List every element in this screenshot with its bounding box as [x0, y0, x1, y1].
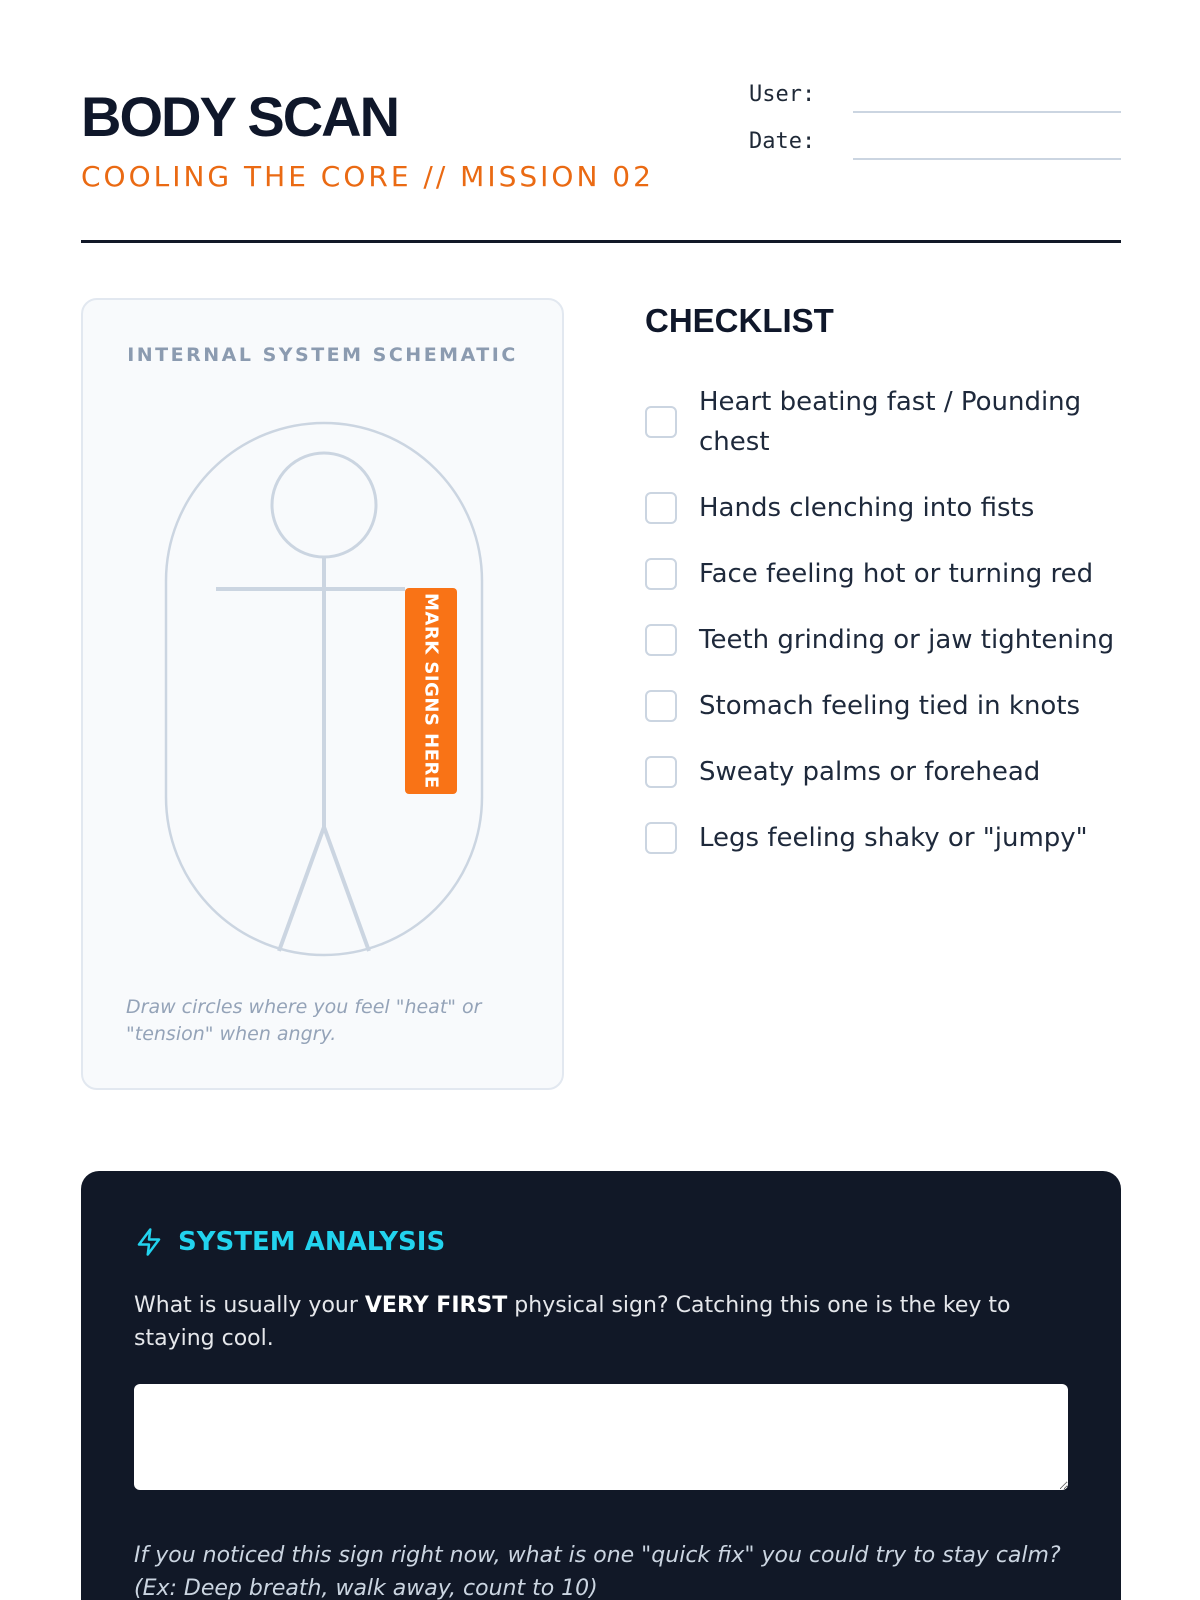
- checkbox[interactable]: [645, 822, 677, 854]
- analysis-heading: [134, 1227, 445, 1257]
- figure-left-leg: [279, 827, 324, 951]
- schematic-instructions: Draw circles where you feel "heat" or "tension" when angry.: [126, 996, 482, 1045]
- checklist-item-face: [645, 554, 1115, 594]
- question-text-end: physical sign? Catching this one is the key to staying cool.: [134, 1293, 1011, 1351]
- figure-right-leg: [324, 827, 369, 951]
- checklist-item-legs: [645, 818, 1115, 858]
- checkbox[interactable]: [645, 492, 677, 524]
- checklist-item-heart: [645, 382, 1115, 462]
- checklist-item-label: Heart beating fast / Pounding chest: [699, 387, 1082, 457]
- checklist-item-hands: [645, 488, 1115, 528]
- checklist-item-label: Sweaty palms or forehead: [699, 757, 1041, 787]
- question-emphasis: VERY FIRST: [364, 1293, 508, 1318]
- question-text-start: What is usually your: [134, 1293, 365, 1318]
- schematic-label: INTERNAL SYSTEM SCHEMATIC: [127, 344, 518, 366]
- lightning-bolt-icon: [134, 1227, 164, 1257]
- system-analysis-panel: [81, 1171, 1121, 1600]
- checkbox[interactable]: [645, 756, 677, 788]
- checklist-item-label: Stomach feeling tied in knots: [699, 691, 1081, 721]
- checklist-title: CHECKLIST: [645, 302, 834, 339]
- date-field-line[interactable]: [853, 158, 1121, 160]
- mark-signs-label: MARK SIGNS HERE: [420, 593, 442, 789]
- first-sign-question: [134, 1289, 1074, 1355]
- quick-fix-question: If you noticed this sign right now, what is one "quick fix" you could try to stay calm? (Ex: Deep breath, walk away, count to 10): [134, 1543, 1061, 1600]
- body-outline-figure[interactable]: [83, 300, 566, 1092]
- user-label: User:: [749, 82, 816, 107]
- checklist-item-label: Teeth grinding or jaw tightening: [699, 625, 1115, 655]
- worksheet-header: [81, 0, 1121, 243]
- checkbox[interactable]: [645, 624, 677, 656]
- checklist-item-label: Legs feeling shaky or "jumpy": [699, 823, 1088, 853]
- checklist-item-label: Face feeling hot or turning red: [699, 559, 1094, 589]
- figure-head: [272, 453, 376, 557]
- checkbox[interactable]: [645, 690, 677, 722]
- analysis-title: SYSTEM ANALYSIS: [178, 1227, 446, 1257]
- page-title: BODY SCAN: [81, 85, 399, 148]
- symptom-checklist: [645, 382, 1115, 884]
- checkbox[interactable]: [645, 558, 677, 590]
- page-subtitle: COOLING THE CORE // MISSION 02: [81, 160, 654, 193]
- body-schematic-panel: [81, 298, 564, 1090]
- mark-signs-tag: [405, 588, 457, 794]
- checkbox[interactable]: [645, 406, 677, 438]
- date-label: Date:: [749, 129, 816, 154]
- checklist-item-teeth: [645, 620, 1115, 660]
- checklist-item-label: Hands clenching into fists: [699, 493, 1035, 523]
- checklist-item-sweaty: [645, 752, 1115, 792]
- first-sign-answer-field[interactable]: [134, 1384, 1068, 1490]
- checklist-item-stomach: [645, 686, 1115, 726]
- user-field-line[interactable]: [853, 111, 1121, 113]
